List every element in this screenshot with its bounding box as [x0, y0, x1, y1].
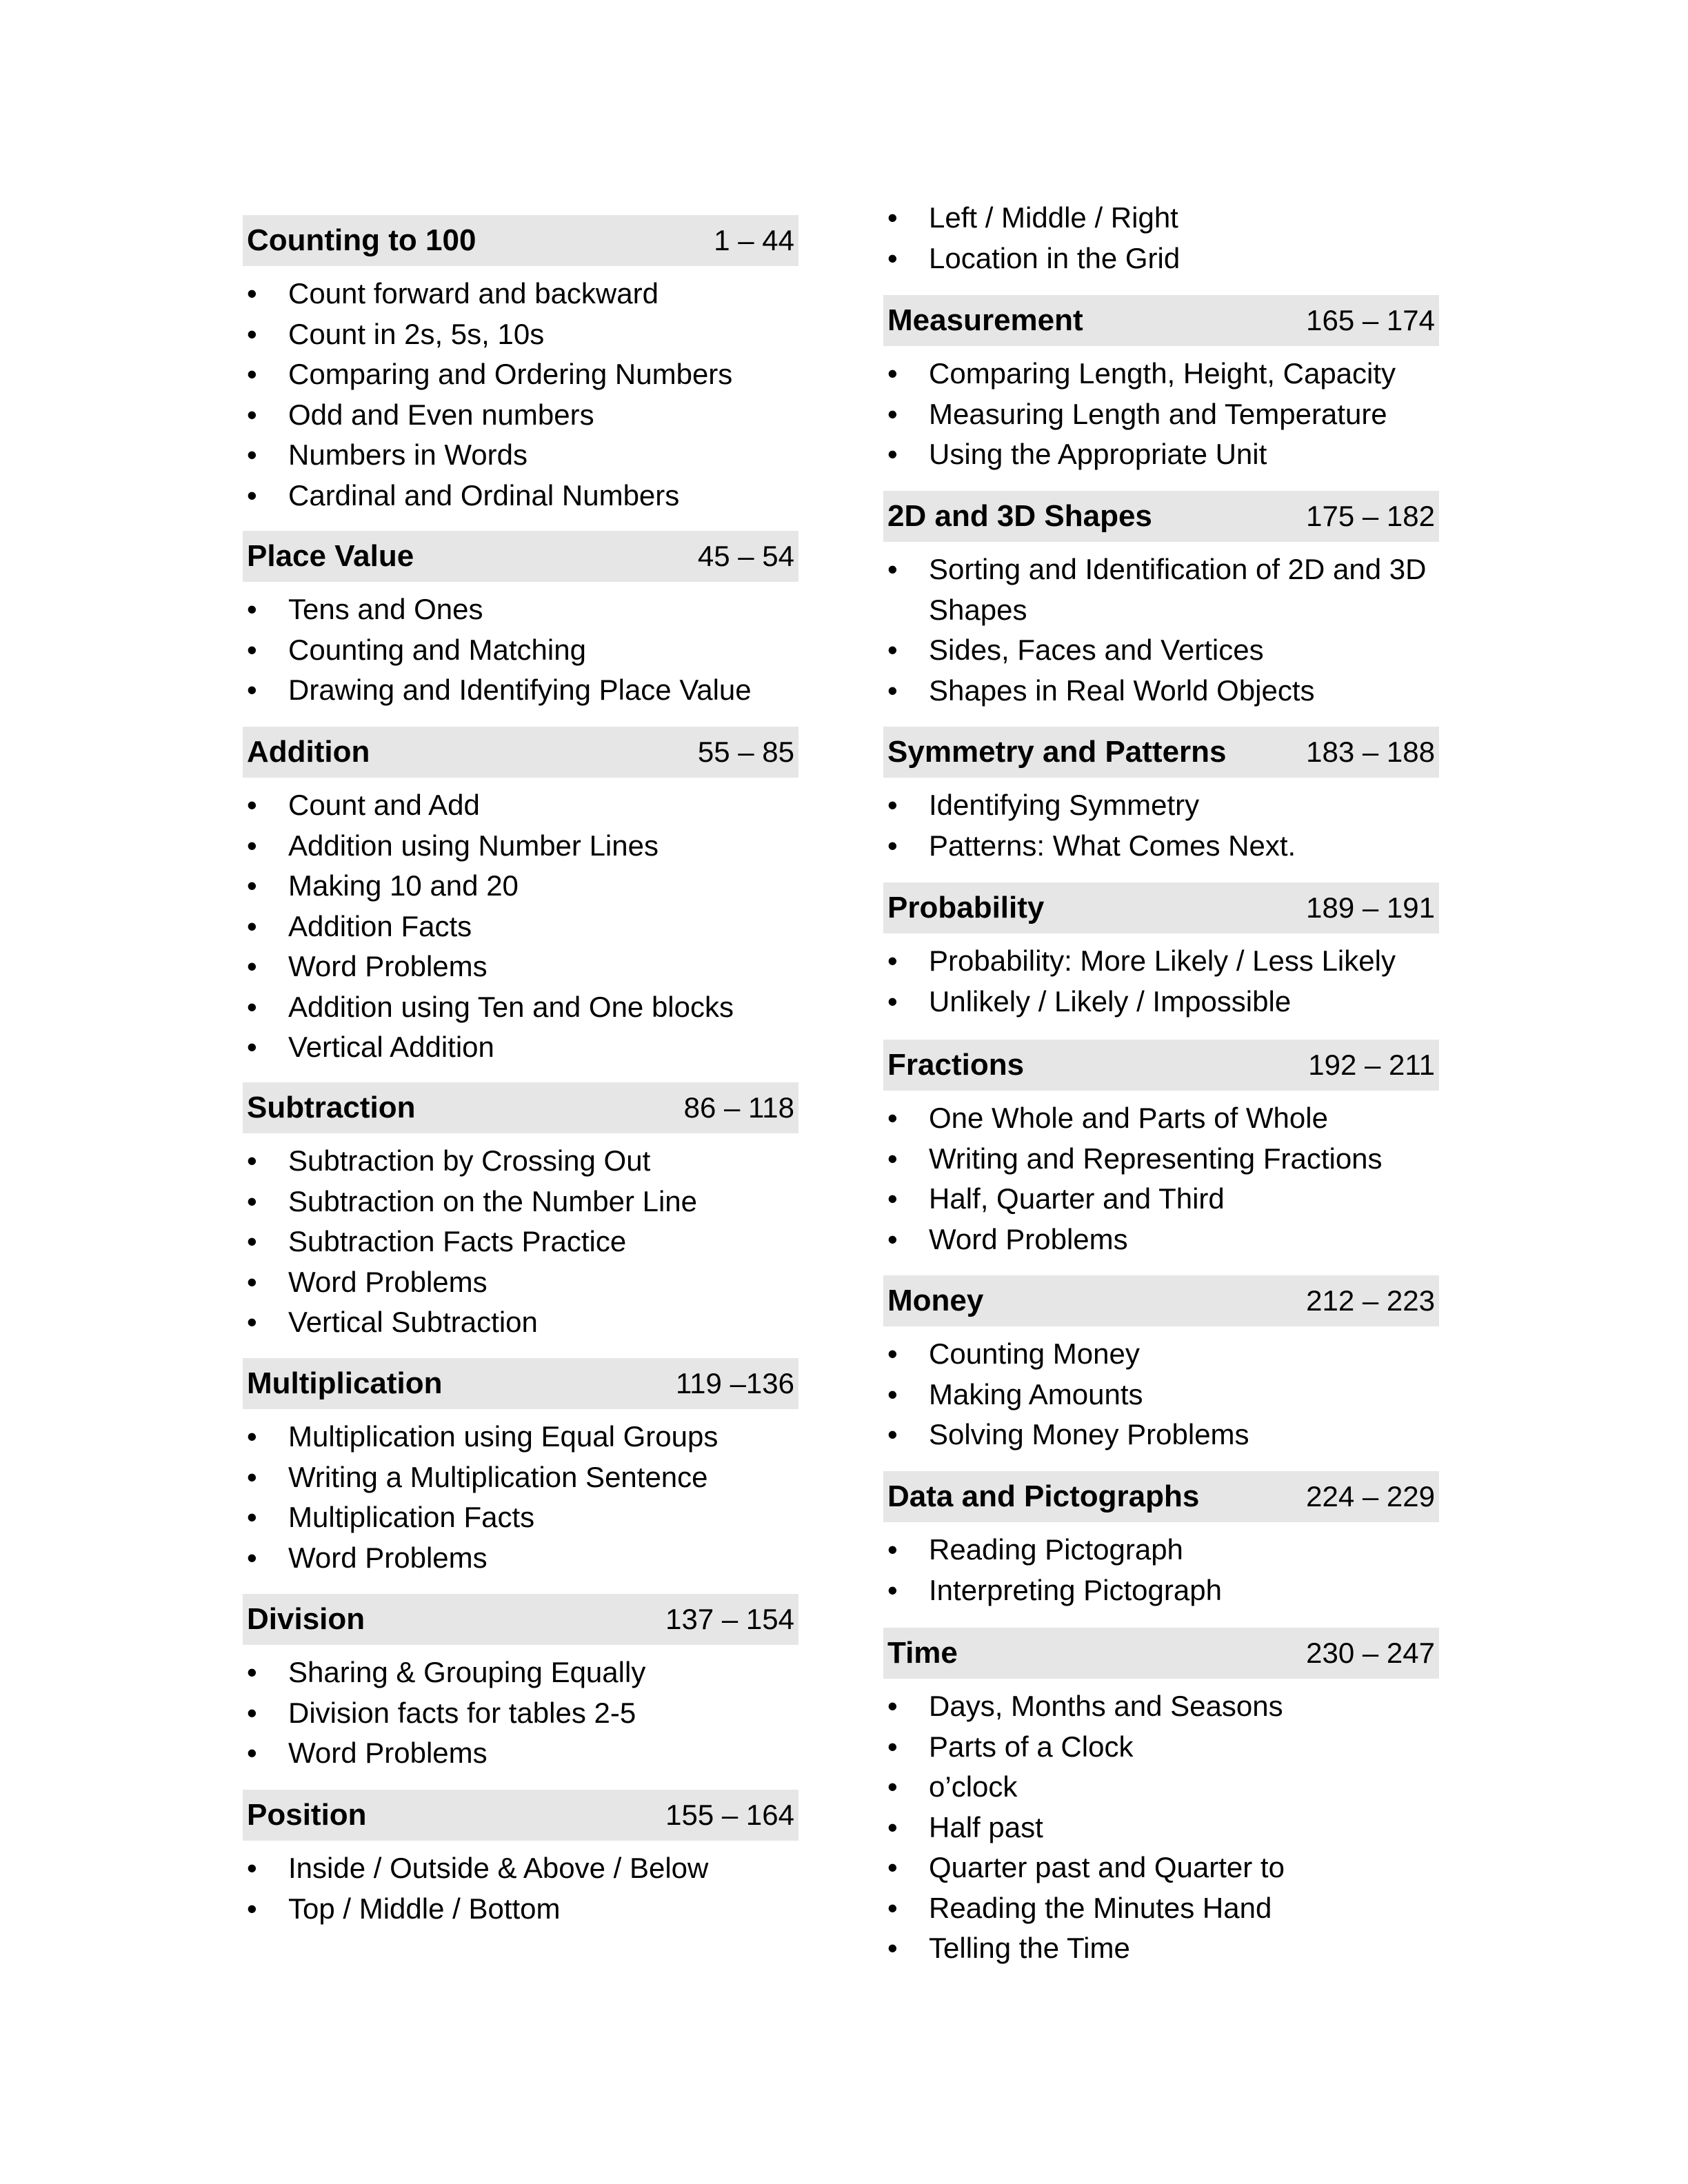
topic-item: • Reading Pictograph	[883, 1530, 1439, 1570]
topic-item: • Reading the Minutes Hand	[883, 1888, 1439, 1929]
topic-item: • Addition Facts	[243, 907, 798, 947]
topic-item: • Measuring Length and Temperature	[883, 394, 1439, 435]
section-header	[243, 727, 798, 778]
topic-item: • Writing and Representing Fractions	[883, 1139, 1439, 1180]
section-title: Division	[247, 1602, 365, 1636]
topic-item: • o’clock	[883, 1767, 1439, 1808]
topic-item: • Count and Add	[243, 785, 798, 826]
topic-item: • Counting and Matching	[243, 630, 798, 671]
topic-item: • Left / Middle / Right	[883, 198, 1439, 239]
topic-item: • Multiplication using Equal Groups	[243, 1417, 798, 1457]
topic-item: • Parts of a Clock	[883, 1727, 1439, 1768]
section-pages: 1 – 44	[714, 224, 794, 256]
topic-list	[883, 354, 1439, 475]
topic-item: • Identifying Symmetry	[883, 785, 1439, 826]
topic-list	[883, 1686, 1439, 1969]
topic-item: • Telling the Time	[883, 1928, 1439, 1969]
section-header	[883, 727, 1439, 778]
toc-section-shapes	[883, 491, 1439, 711]
section-header	[243, 1594, 798, 1645]
topic-item: • Multiplication Facts	[243, 1497, 798, 1538]
topic-item: • Odd and Even numbers	[243, 395, 798, 436]
topic-item: • Half, Quarter and Third	[883, 1179, 1439, 1220]
topic-item: • Location in the Grid	[883, 239, 1439, 279]
section-pages: 183 – 188	[1306, 736, 1435, 768]
topic-list	[883, 198, 1439, 279]
topic-item: • Subtraction by Crossing Out	[243, 1141, 798, 1182]
topic-item: • Addition using Number Lines	[243, 826, 798, 867]
topic-item: • Addition using Ten and One blocks	[243, 987, 798, 1028]
toc-section-multiplication	[243, 1358, 798, 1578]
topic-item: • Division facts for tables 2-5	[243, 1693, 798, 1734]
topic-item: • Top / Middle / Bottom	[243, 1889, 798, 1930]
topic-item: • Quarter past and Quarter to	[883, 1848, 1439, 1888]
section-header	[243, 1082, 798, 1133]
section-title: Position	[247, 1798, 367, 1832]
section-pages: 137 – 154	[665, 1603, 794, 1635]
toc-section-measurement	[883, 295, 1439, 475]
topic-item: • Comparing and Ordering Numbers	[243, 354, 798, 395]
topic-item: • Half past	[883, 1808, 1439, 1848]
toc-continued-position-items	[883, 198, 1439, 279]
toc-section-probability	[883, 882, 1439, 1022]
topic-item: • Vertical Addition	[243, 1027, 798, 1068]
section-header	[883, 1471, 1439, 1522]
section-pages: 230 – 247	[1306, 1637, 1435, 1669]
section-title: Money	[887, 1284, 984, 1317]
toc-section-place-value	[243, 531, 798, 711]
toc-section-addition	[243, 727, 798, 1068]
topic-list	[883, 1530, 1439, 1610]
section-header	[883, 882, 1439, 933]
toc-section-division	[243, 1594, 798, 1774]
section-pages: 86 – 118	[683, 1091, 794, 1124]
toc-section-symmetry	[883, 727, 1439, 866]
section-header	[243, 531, 798, 582]
topic-item: • Drawing and Identifying Place Value	[243, 670, 798, 711]
toc-section-data-pictographs	[883, 1471, 1439, 1610]
topic-item: • Word Problems	[243, 947, 798, 987]
topic-item: • Solving Money Problems	[883, 1415, 1439, 1455]
topic-list	[883, 1098, 1439, 1260]
section-header	[243, 1358, 798, 1409]
section-header	[883, 295, 1439, 346]
section-pages: 165 – 174	[1306, 304, 1435, 336]
toc-section-subtraction	[243, 1082, 798, 1343]
topic-item: • Word Problems	[243, 1262, 798, 1303]
topic-item: • Making Amounts	[883, 1375, 1439, 1415]
section-pages: 45 – 54	[697, 540, 794, 572]
toc-section-position	[243, 1790, 798, 1929]
section-pages: 155 – 164	[665, 1799, 794, 1831]
section-header	[883, 1275, 1439, 1326]
topic-list	[243, 1848, 798, 1929]
topic-item: • Probability: More Likely / Less Likely	[883, 941, 1439, 982]
section-title: Fractions	[887, 1048, 1025, 1082]
topic-item: • Counting Money	[883, 1334, 1439, 1375]
topic-item: • Word Problems	[243, 1733, 798, 1774]
toc-section-time	[883, 1628, 1439, 1969]
section-title: Measurement	[887, 303, 1083, 337]
topic-list	[243, 274, 798, 516]
section-title: Data and Pictographs	[887, 1479, 1200, 1513]
topic-item: • Days, Months and Seasons	[883, 1686, 1439, 1727]
section-pages: 192 – 211	[1308, 1049, 1435, 1081]
section-title: Probability	[887, 891, 1045, 924]
section-title: Counting to 100	[247, 223, 476, 257]
section-header	[883, 1040, 1439, 1091]
topic-list	[243, 1141, 798, 1343]
topic-item: • Subtraction Facts Practice	[243, 1222, 798, 1262]
topic-list	[243, 1652, 798, 1774]
topic-list	[243, 589, 798, 711]
section-title: Symmetry and Patterns	[887, 735, 1227, 769]
section-title: Addition	[247, 735, 370, 769]
section-title: 2D and 3D Shapes	[887, 499, 1152, 533]
topic-item: • Shapes in Real World Objects	[883, 671, 1439, 711]
topic-list	[883, 941, 1439, 1022]
topic-item: • Sorting and Identification of 2D and 3D Shapes	[883, 549, 1439, 630]
topic-list	[883, 549, 1439, 711]
topic-item: • Count in 2s, 5s, 10s	[243, 314, 798, 355]
topic-item: • Word Problems	[883, 1220, 1439, 1260]
topic-list	[243, 1417, 798, 1578]
section-title: Multiplication	[247, 1366, 443, 1400]
section-title: Subtraction	[247, 1091, 416, 1124]
section-pages: 55 – 85	[697, 736, 794, 768]
toc-section-fractions	[883, 1040, 1439, 1260]
section-header	[883, 491, 1439, 542]
topic-item: • One Whole and Parts of Whole	[883, 1098, 1439, 1139]
topic-item: • Writing a Multiplication Sentence	[243, 1457, 798, 1498]
section-pages: 119 –136	[675, 1367, 794, 1399]
toc-section-counting	[243, 215, 798, 516]
section-pages: 189 – 191	[1306, 891, 1435, 924]
section-header	[243, 1790, 798, 1841]
topic-item: • Vertical Subtraction	[243, 1302, 798, 1343]
topic-item: • Subtraction on the Number Line	[243, 1182, 798, 1222]
topic-list	[883, 1334, 1439, 1455]
topic-item: • Word Problems	[243, 1538, 798, 1579]
section-pages: 175 – 182	[1306, 500, 1435, 532]
topic-item: • Inside / Outside & Above / Below	[243, 1848, 798, 1889]
topic-item: • Comparing Length, Height, Capacity	[883, 354, 1439, 394]
topic-list	[243, 785, 798, 1068]
topic-item: • Tens and Ones	[243, 589, 798, 630]
section-header	[243, 215, 798, 266]
toc-section-money	[883, 1275, 1439, 1455]
section-pages: 224 – 229	[1306, 1480, 1435, 1513]
section-title: Place Value	[247, 539, 414, 573]
topic-item: • Sharing & Grouping Equally	[243, 1652, 798, 1693]
section-pages: 212 – 223	[1306, 1284, 1435, 1317]
topic-item: • Making 10 and 20	[243, 866, 798, 907]
topic-item: • Sides, Faces and Vertices	[883, 630, 1439, 671]
topic-item: • Unlikely / Likely / Impossible	[883, 982, 1439, 1022]
topic-item: • Cardinal and Ordinal Numbers	[243, 476, 798, 516]
topic-list	[883, 785, 1439, 866]
topic-item: • Interpreting Pictograph	[883, 1570, 1439, 1611]
section-title: Time	[887, 1636, 958, 1670]
section-header	[883, 1628, 1439, 1679]
topic-item: • Count forward and backward	[243, 274, 798, 314]
topic-item: • Using the Appropriate Unit	[883, 434, 1439, 475]
topic-item: • Numbers in Words	[243, 435, 798, 476]
topic-item: • Patterns: What Comes Next.	[883, 826, 1439, 867]
